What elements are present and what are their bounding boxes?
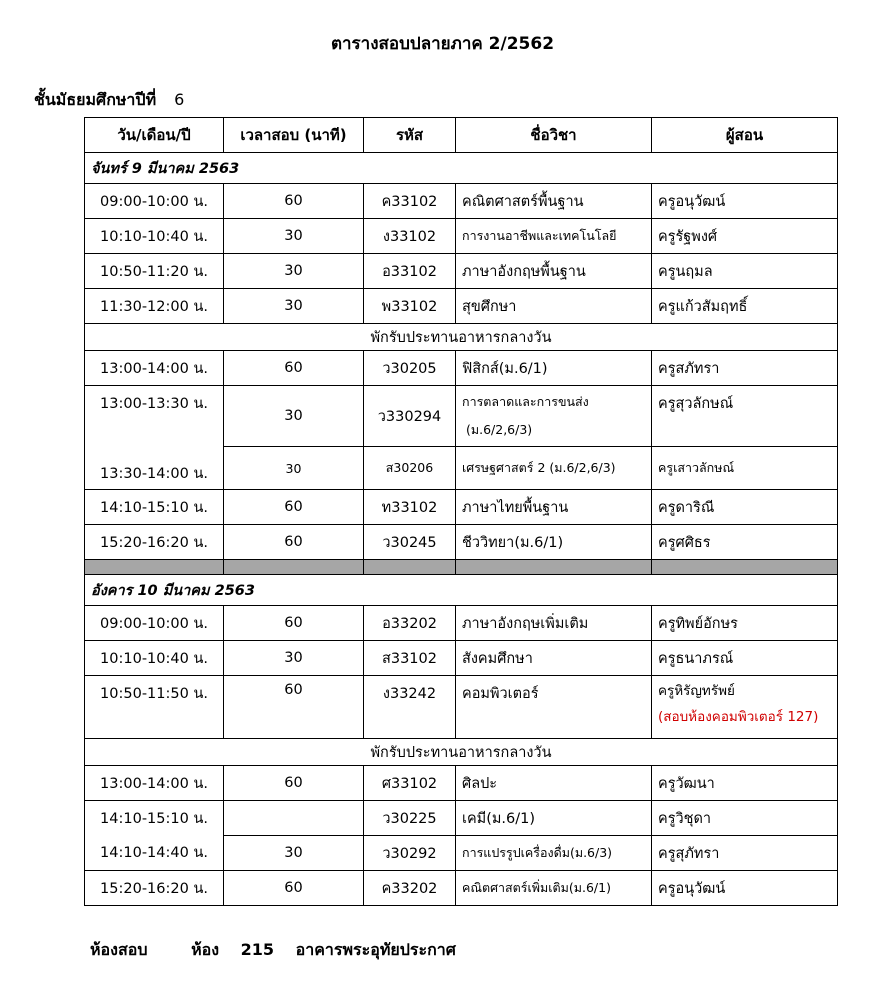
cell-minutes: 60 <box>224 871 364 906</box>
cell-subject: ภาษาไทยพื้นฐาน <box>456 490 652 525</box>
exam-schedule-table <box>84 117 838 906</box>
cell-minutes: 60 <box>224 766 364 801</box>
cell-time: 13:30-14:00 น. <box>100 466 208 482</box>
cell-code: ง33242 <box>364 676 456 739</box>
separator-cell <box>456 560 652 575</box>
cell-teacher: ครูอนุวัฒน์ <box>652 871 838 906</box>
table-row <box>85 386 838 447</box>
cell-code: พ33102 <box>364 289 456 324</box>
table-row <box>85 219 838 254</box>
lunch-break-day1: พักรับประทานอาหารกลางวัน <box>85 324 838 351</box>
footer-room-number: 215 <box>240 940 275 959</box>
date-row <box>85 153 838 184</box>
table-row <box>85 184 838 219</box>
cell-time-merged <box>85 801 224 871</box>
day-separator-row <box>85 560 838 575</box>
cell-subject: คอมพิวเตอร์ <box>456 676 652 739</box>
cell-time-merged <box>85 386 224 490</box>
cell-teacher: ครูนฤมล <box>652 254 838 289</box>
cell-teacher: ครูสุภัทรา <box>652 836 838 871</box>
cell-code: อ33102 <box>364 254 456 289</box>
cell-time: 09:00-10:00 น. <box>85 606 224 641</box>
cell-subject: สังคมศึกษา <box>456 641 652 676</box>
cell-minutes: 30 <box>224 641 364 676</box>
separator-cell <box>364 560 456 575</box>
cell-minutes: 60 <box>224 525 364 560</box>
exam-room-note: (สอบห้องคอมพิวเตอร์ 127) <box>658 709 819 725</box>
cell-time: 10:10-10:40 น. <box>85 641 224 676</box>
table-row <box>85 641 838 676</box>
grade-level <box>34 88 184 113</box>
cell-subject: ฟิสิกส์(ม.6/1) <box>456 351 652 386</box>
cell-time: 15:20-16:20 น. <box>85 871 224 906</box>
cell-time: 10:10-10:40 น. <box>85 219 224 254</box>
cell-teacher <box>652 676 838 739</box>
table-row <box>85 490 838 525</box>
break-row <box>85 739 838 766</box>
cell-time: 14:10-14:40 น. <box>100 845 208 861</box>
lunch-break-day2: พักรับประทานอาหารกลางวัน <box>85 739 838 766</box>
cell-time: 14:10-15:10 น. <box>85 490 224 525</box>
teacher-name: ครูหิรัญทรัพย์ <box>658 683 735 699</box>
cell-subject: คณิตศาสตร์พื้นฐาน <box>456 184 652 219</box>
cell-code: ค33202 <box>364 871 456 906</box>
date-day1: จันทร์ 9 มีนาคม 2563 <box>85 153 838 184</box>
cell-teacher: ครูดาริณี <box>652 490 838 525</box>
cell-minutes: 60 <box>224 490 364 525</box>
cell-code: ศ33102 <box>364 766 456 801</box>
cell-minutes: 60 <box>224 184 364 219</box>
cell-code: ว330294 <box>364 386 456 447</box>
date-row <box>85 575 838 606</box>
cell-subject: การแปรรูปเครื่องดื่ม(ม.6/3) <box>456 836 652 871</box>
cell-code: ว30245 <box>364 525 456 560</box>
table-row <box>85 871 838 906</box>
cell-subject: คณิตศาสตร์เพิ่มเติม(ม.6/1) <box>456 871 652 906</box>
cell-minutes: 30 <box>224 386 364 447</box>
grade-level-value: 6 <box>174 90 185 109</box>
header-teacher: ผู้สอน <box>652 118 838 153</box>
cell-minutes: 60 <box>224 676 364 739</box>
cell-code: ส33102 <box>364 641 456 676</box>
cell-time: 13:00-14:00 น. <box>85 351 224 386</box>
document-title: ตารางสอบปลายภาค 2/2562 <box>330 34 555 54</box>
table-row <box>85 606 838 641</box>
table-row <box>85 525 838 560</box>
cell-teacher: ครูทิพย์อักษร <box>652 606 838 641</box>
cell-time: 13:00-14:00 น. <box>85 766 224 801</box>
cell-code: ท33102 <box>364 490 456 525</box>
cell-subject: เศรษฐศาสตร์ 2 (ม.6/2,6/3) <box>456 447 652 490</box>
cell-subject: ศิลปะ <box>456 766 652 801</box>
cell-subject: การงานอาชีพและเทคโนโลยี <box>456 219 652 254</box>
cell-teacher: ครูวัฒนา <box>652 766 838 801</box>
footer-building: อาคารพระอุทัยประกาศ <box>295 940 456 959</box>
cell-teacher: ครูอนุวัฒน์ <box>652 184 838 219</box>
cell-time: 14:10-15:10 น. <box>100 811 208 827</box>
cell-subject: เคมี(ม.6/1) <box>456 801 652 836</box>
cell-time: 10:50-11:20 น. <box>85 254 224 289</box>
separator-cell <box>224 560 364 575</box>
break-row <box>85 324 838 351</box>
footer-label: ห้องสอบ <box>90 940 148 959</box>
table-header-row <box>85 118 838 153</box>
header-code: รหัส <box>364 118 456 153</box>
cell-teacher: ครูแก้วสัมฤทธิ์ <box>652 289 838 324</box>
cell-time: 09:00-10:00 น. <box>85 184 224 219</box>
cell-time: 15:20-16:20 น. <box>85 525 224 560</box>
cell-minutes: 30 <box>224 447 364 490</box>
cell-code: ค33102 <box>364 184 456 219</box>
date-day2: อังคาร 10 มีนาคม 2563 <box>85 575 838 606</box>
cell-minutes: 60 <box>224 351 364 386</box>
footer-room-label: ห้อง <box>191 940 220 959</box>
cell-code: ว30292 <box>364 836 456 871</box>
cell-subject: สุขศึกษา <box>456 289 652 324</box>
cell-minutes: 30 <box>224 219 364 254</box>
cell-time: 10:50-11:50 น. <box>85 676 224 739</box>
cell-code: ส30206 <box>364 447 456 490</box>
cell-teacher: ครูธนาภรณ์ <box>652 641 838 676</box>
cell-subject: ภาษาอังกฤษเพิ่มเติม <box>456 606 652 641</box>
cell-code: อ33202 <box>364 606 456 641</box>
cell-teacher: ครูสุวลักษณ์ <box>652 386 838 447</box>
cell-subject: ภาษาอังกฤษพื้นฐาน <box>456 254 652 289</box>
exam-room-footer <box>90 938 456 963</box>
table-row <box>85 351 838 386</box>
header-date: วัน/เดือน/ปี <box>85 118 224 153</box>
header-subject: ชื่อวิชา <box>456 118 652 153</box>
separator-cell <box>85 560 224 575</box>
table-row <box>85 289 838 324</box>
cell-teacher: ครูศศิธร <box>652 525 838 560</box>
cell-subject-line1: การตลาดและการขนส่ง <box>462 394 589 409</box>
table-row <box>85 766 838 801</box>
table-row <box>85 801 838 836</box>
cell-subject <box>456 386 652 447</box>
cell-teacher: ครูวิชุดา <box>652 801 838 836</box>
cell-subject: ชีววิทยา(ม.6/1) <box>456 525 652 560</box>
cell-code: ว30225 <box>364 801 456 836</box>
cell-minutes: 30 <box>224 254 364 289</box>
cell-subject-line2: (ม.6/2,6/3) <box>466 422 533 437</box>
cell-teacher: ครูสภัทรา <box>652 351 838 386</box>
cell-minutes <box>224 801 364 836</box>
cell-code: ง33102 <box>364 219 456 254</box>
cell-teacher: ครูเสาวลักษณ์ <box>652 447 838 490</box>
separator-cell <box>652 560 838 575</box>
header-minutes: เวลาสอบ (นาที) <box>224 118 364 153</box>
cell-minutes: 60 <box>224 606 364 641</box>
table-row <box>85 254 838 289</box>
cell-time: 11:30-12:00 น. <box>85 289 224 324</box>
cell-code: ว30205 <box>364 351 456 386</box>
cell-teacher: ครูรัฐพงศ์ <box>652 219 838 254</box>
cell-minutes: 30 <box>224 289 364 324</box>
cell-time: 13:00-13:30 น. <box>100 396 208 412</box>
table-row <box>85 676 838 739</box>
cell-minutes: 30 <box>224 836 364 871</box>
grade-level-label: ชั้นมัธยมศึกษาปีที่ <box>34 90 157 109</box>
